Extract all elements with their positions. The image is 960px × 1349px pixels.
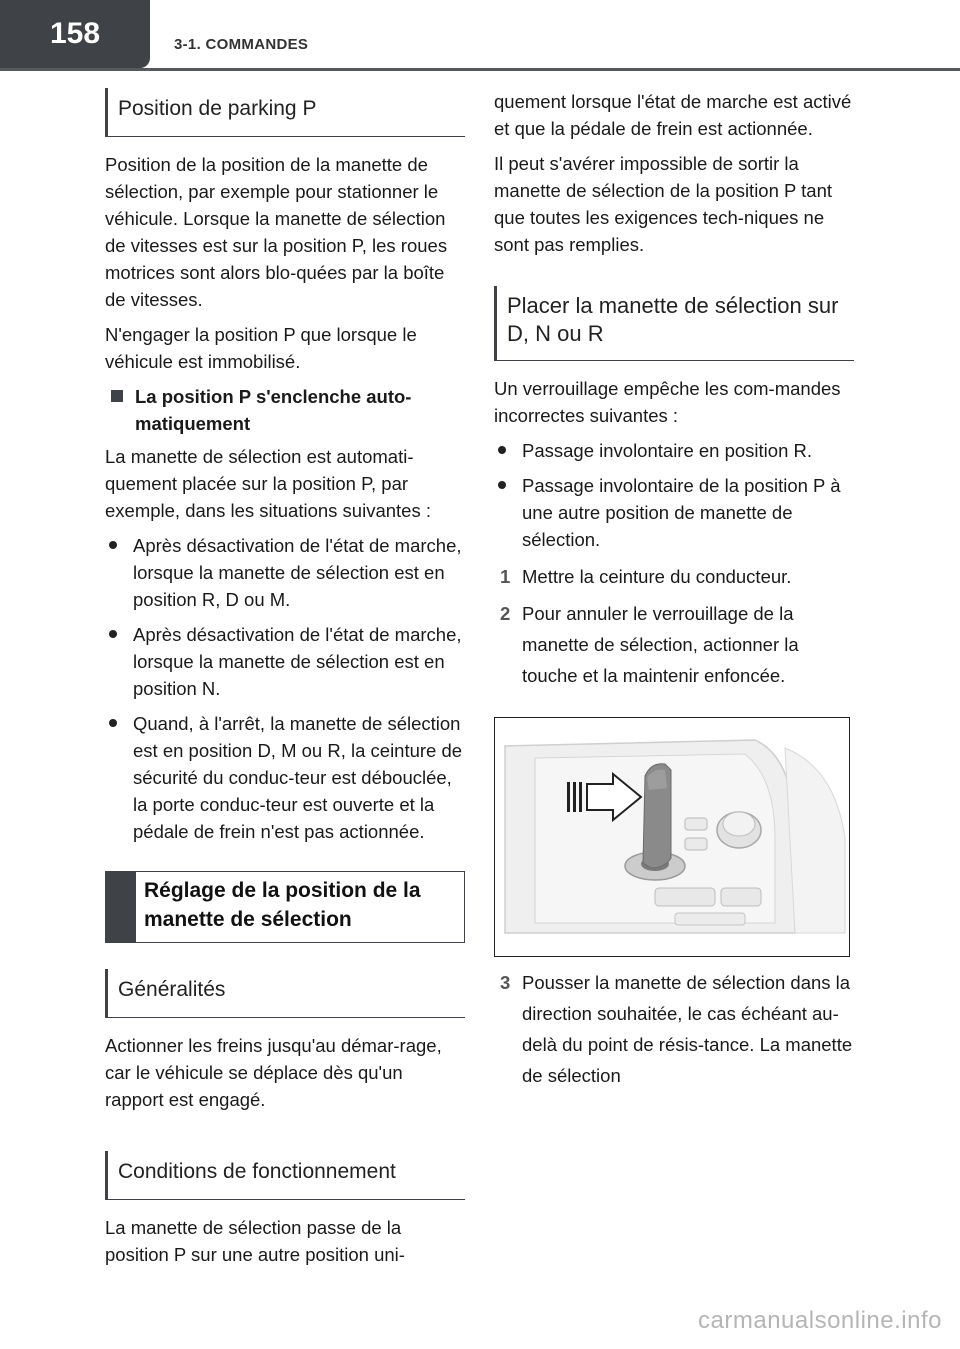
list-item	[105, 621, 465, 702]
step-text: Pour annuler le verrouillage de la manette de sélection, actionner la touche et la maintenir enfoncée.	[522, 603, 799, 686]
step-number: 2	[500, 603, 511, 624]
heading-parking: Position de parking P	[105, 88, 465, 137]
heading-reglage-text: Réglage de la position de la manette de sélection	[144, 879, 421, 931]
paragraph: Il peut s'avérer impossible de sortir la manette de sélection de la position P tant que toutes les exigences tech-niques ne sont pas remplies.	[494, 153, 833, 255]
heading-placer: Placer la manette de sélection sur D, N ou R	[494, 286, 854, 361]
paragraph: N'engager la position P que lorsque le véhicule est immobilisé.	[105, 324, 417, 372]
bullet-icon	[498, 481, 506, 489]
bullet-icon	[109, 630, 117, 638]
step-number: 1	[500, 566, 511, 587]
list-item-text: Après désactivation de l'état de marche, lorsque la manette de sélection est en position N.	[133, 624, 462, 699]
paragraph: La manette de sélection est automati-quement placée sur la position P, par exemple, dans les situations suivantes :	[105, 446, 431, 521]
gear-selector-drawing	[495, 718, 849, 956]
list-item-text: Passage involontaire en position R.	[522, 440, 813, 461]
heading-bar	[106, 872, 136, 942]
left-column	[105, 88, 465, 1276]
list-item	[105, 532, 465, 613]
bullet-list	[494, 437, 854, 553]
paragraph: quement lorsque l'état de marche est activé et que la pédale de frein est actionnée.	[494, 91, 852, 139]
list-item-text: Quand, à l'arrêt, la manette de sélection est en position D, M ou R, la ceinture de sécurité du conduc-teur est débouclée, la porte conduc-teur est ouverte et la pédale de frein n'est pas actionnée.	[133, 713, 463, 842]
step-item	[494, 598, 854, 691]
subheading-text: La position P s'enclenche auto-matiquement	[135, 386, 412, 434]
header-rule	[0, 68, 960, 71]
list-item-text: Passage involontaire de la position P à une autre position de manette de sélection.	[522, 475, 841, 550]
steps-list	[494, 561, 854, 691]
list-item	[494, 472, 854, 553]
subheading-auto	[105, 383, 465, 437]
heading-generalites: Généralités	[105, 969, 465, 1018]
paragraph: Position de la position de la manette de sélection, par exemple pour stationner le véhicule. Lorsque la manette de sélection de vitesses est sur la position P, les roues motrices sont alors blo-quées par la boîte de vitesses.	[105, 154, 448, 310]
square-bullet-icon	[111, 390, 123, 402]
bullet-icon	[498, 446, 506, 454]
step-text: Pousser la manette de sélection dans la direction souhaitée, le cas échéant au-delà du point de résis-tance. La manette de sélection	[522, 972, 853, 1086]
bullet-icon	[109, 719, 117, 727]
heading-conditions: Conditions de fonctionnement	[105, 1151, 465, 1200]
heading-reglage	[105, 871, 465, 943]
step-item	[494, 967, 854, 1091]
right-column	[494, 88, 854, 1097]
paragraph: La manette de sélection passe de la position P sur une autre position uni-	[105, 1217, 405, 1265]
step-text: Mettre la ceinture du conducteur.	[522, 566, 792, 587]
list-item-text: Après désactivation de l'état de marche, lorsque la manette de sélection est en position R, D ou M.	[133, 535, 462, 610]
paragraph: Actionner les freins jusqu'au démar-rage, car le véhicule se déplace dès qu'un rapport est engagé.	[105, 1035, 442, 1110]
step-number: 3	[500, 972, 511, 993]
list-item	[105, 710, 465, 845]
list-item	[494, 437, 854, 464]
paragraph: Un verrouillage empêche les com-mandes incorrectes suivantes :	[494, 378, 841, 426]
page-number: 158	[0, 0, 150, 68]
gear-selector-illustration	[494, 717, 850, 957]
watermark: carmanualsonline.info	[698, 1307, 942, 1334]
bullet-icon	[109, 541, 117, 549]
bullet-list	[105, 532, 465, 845]
step-item	[494, 561, 854, 592]
section-label: 3-1. COMMANDES	[174, 36, 309, 53]
steps-list-continued	[494, 967, 854, 1091]
